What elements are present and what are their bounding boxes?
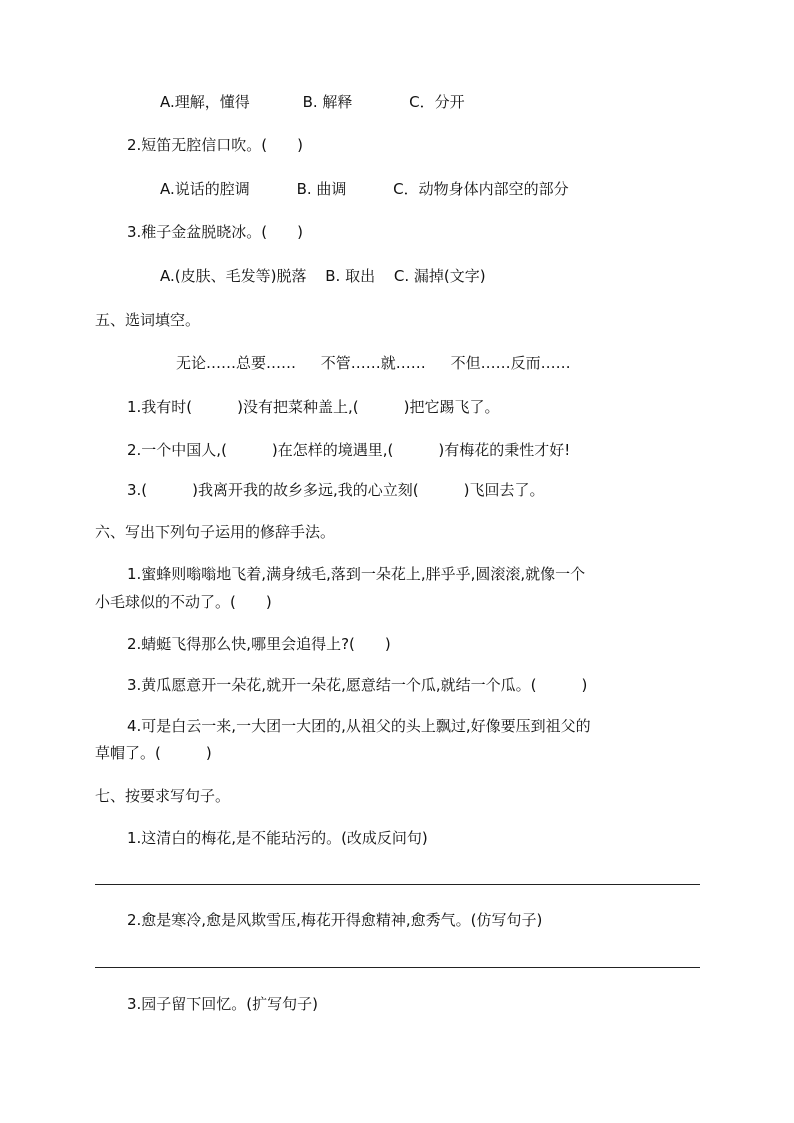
word-bank-item: 不管……就…… (320, 354, 426, 372)
question-2: 2.短笛无腔信口吹。( ) (127, 136, 304, 154)
option-a: A.(皮肤、毛发等)脱落 (160, 267, 307, 285)
rhetoric-item-4-line2: 草帽了。( ) (95, 744, 212, 762)
word-bank (176, 353, 571, 373)
rewrite-item-3: 3.园子留下回忆。(扩写句子) (127, 995, 319, 1013)
word-bank-item: 不但……反而…… (450, 354, 571, 372)
fill-item-2: 2.一个中国人,( )在怎样的境遇里,( )有梅花的秉性才好! (127, 441, 571, 459)
answer-line-1[interactable] (95, 884, 700, 885)
option-a: A.理解，懂得 (160, 93, 250, 111)
option-c: C．动物身体内部空的部分 (393, 180, 569, 198)
question-3: 3.稚子金盆脱晓冰。( ) (127, 223, 304, 241)
option-b: B. 解释 (302, 93, 353, 111)
q3-options (160, 266, 486, 286)
option-a: A.说话的腔调 (160, 180, 250, 198)
answer-line-2[interactable] (95, 967, 700, 968)
rewrite-item-2: 2.愈是寒冷,愈是风欺雪压,梅花开得愈精神,愈秀气。(仿写句子) (127, 911, 543, 929)
rhetoric-item-3: 3.黄瓜愿意开一朵花,就开一朵花,愿意结一个瓜,就结一个瓜。( ) (127, 676, 588, 694)
q1-options (160, 92, 465, 112)
fill-item-3: 3.( )我离开我的故乡多远,我的心立刻( )飞回去了。 (127, 481, 545, 499)
rhetoric-item-1-line2: 小毛球似的不动了。( ) (95, 593, 272, 611)
word-bank-item: 无论……总要…… (176, 354, 297, 372)
option-c: C．分开 (409, 93, 465, 111)
option-b: B. 曲调 (296, 180, 347, 198)
section-6-heading: 六、写出下列句子运用的修辞手法。 (95, 523, 336, 541)
option-b: B. 取出 (325, 267, 376, 285)
section-7-heading: 七、按要求写句子。 (95, 787, 231, 805)
rhetoric-item-1-line1: 1.蜜蜂则嗡嗡地飞着,满身绒毛,落到一朵花上,胖乎乎,圆滚滚,就像一个 (127, 565, 586, 583)
rewrite-item-1: 1.这清白的梅花,是不能玷污的。(改成反问句) (127, 829, 428, 847)
rhetoric-item-4-line1: 4.可是白云一来,一大团一大团的,从祖父的头上飘过,好像要压到祖父的 (127, 717, 591, 735)
q2-options (160, 179, 569, 199)
option-c: C. 漏掉(文字) (393, 267, 486, 285)
rhetoric-item-2: 2.蜻蜓飞得那么快,哪里会追得上?( ) (127, 635, 391, 653)
section-5-heading: 五、选词填空。 (95, 311, 201, 329)
fill-item-1: 1.我有时( )没有把菜种盖上,( )把它踢飞了。 (127, 398, 500, 416)
